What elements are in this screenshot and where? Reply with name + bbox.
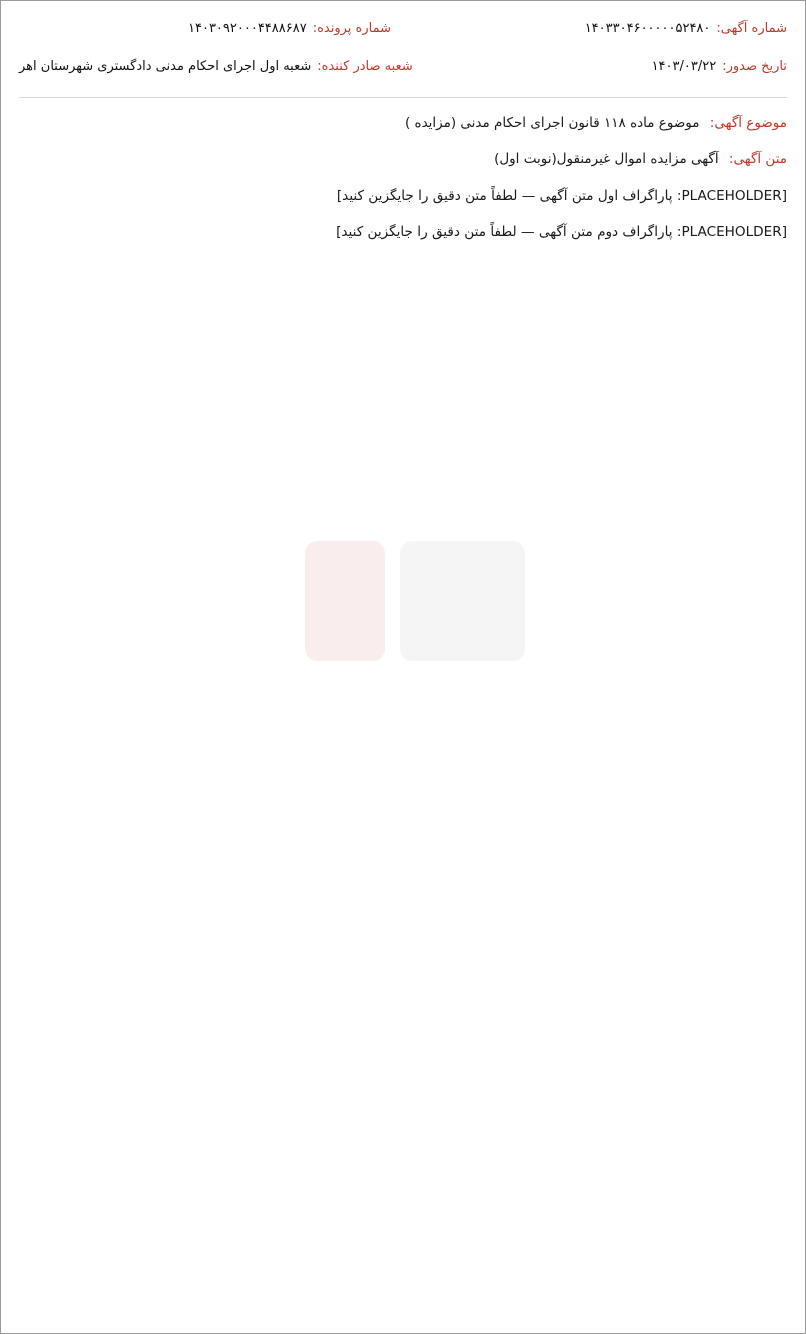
case-number-value: ۱۴۰۳۰۹۲۰۰۰۴۴۸۸۶۸۷ bbox=[188, 21, 307, 36]
subject-value: موضوع ماده ۱۱۸ قانون اجرای احکام مدنی (مزایده ) bbox=[404, 115, 700, 131]
ad-body bbox=[19, 184, 787, 245]
ad-number-label: شماره آگهی: bbox=[716, 21, 787, 36]
issuing-branch bbox=[19, 57, 413, 77]
body-paragraph-1: [PLACEHOLDER: پاراگراف اول متن آگهی — لطفاً متن دقیق را جایگزین کنید] bbox=[336, 188, 787, 204]
case-number-label: شماره پرونده: bbox=[312, 21, 391, 36]
meta-row-2 bbox=[19, 57, 787, 77]
subject-line bbox=[19, 112, 787, 134]
meta-section bbox=[19, 19, 787, 77]
ad-title: آگهی مزایده اموال غیرمنقول(نوبت اول) bbox=[494, 151, 719, 167]
case-number bbox=[19, 19, 391, 39]
header-separator bbox=[19, 97, 787, 98]
ad-number-value: ۱۴۰۳۳۰۴۶۰۰۰۰۰۵۲۴۸۰ bbox=[584, 21, 711, 36]
issue-date-label: تاریخ صدور: bbox=[722, 59, 787, 74]
issuing-branch-label: شعبه صادر کننده: bbox=[317, 59, 413, 74]
body-paragraph-2: [PLACEHOLDER: پاراگراف دوم متن آگهی — لطفاً متن دقیق را جایگزین کنید] bbox=[336, 223, 787, 240]
issue-date bbox=[652, 57, 787, 77]
issuing-branch-value: شعبه اول اجرای احکام مدنی دادگستری شهرستان اهر bbox=[19, 59, 312, 74]
ad-number bbox=[415, 19, 787, 39]
ad-title-line bbox=[19, 148, 787, 170]
issue-date-value: ۱۴۰۳/۰۳/۲۲ bbox=[651, 59, 717, 74]
ad-text-label: متن آگهی: bbox=[728, 151, 787, 167]
subject-label: موضوع آگهی: bbox=[709, 115, 787, 131]
watermark-logo-icon bbox=[295, 521, 535, 681]
